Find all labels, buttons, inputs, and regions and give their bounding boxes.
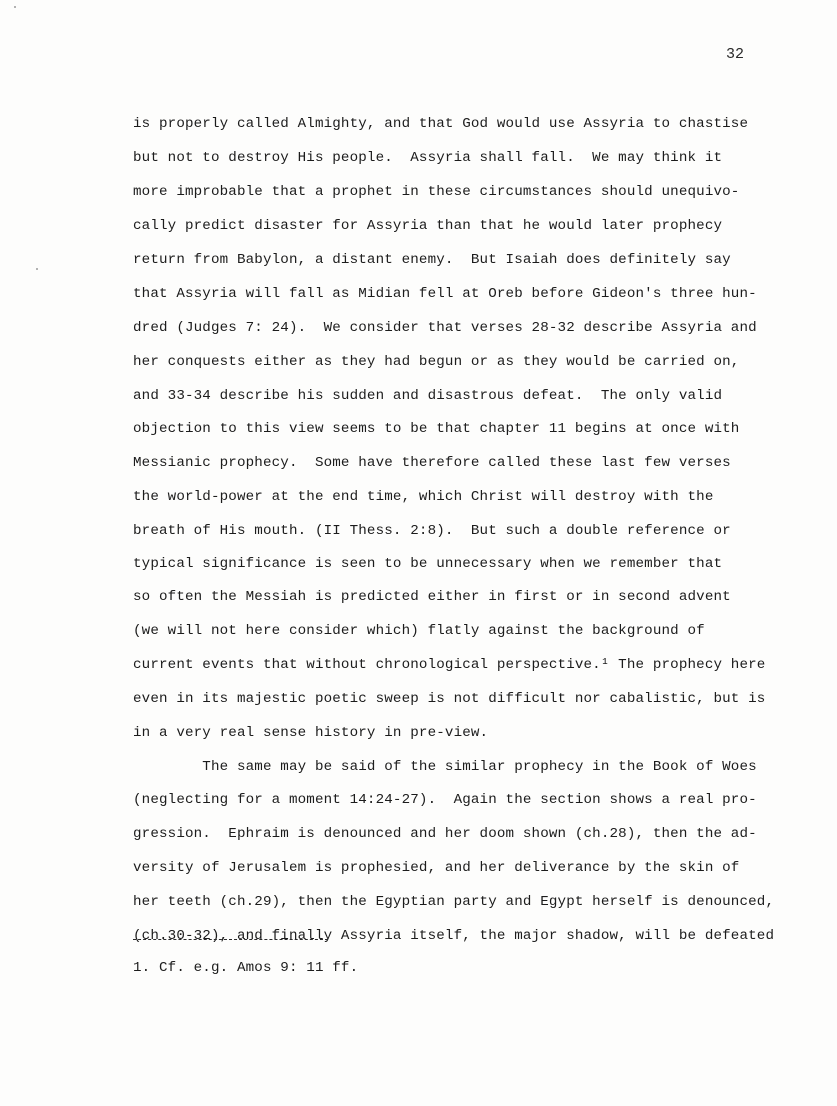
text-line: is properly called Almighty, and that God would use Assyria to chastise [133,116,749,132]
page-number: 32 [726,46,745,63]
text-line: more improbable that a prophet in these circumstances should unequivo- [133,184,740,200]
text-line: her teeth (ch.29), then the Egyptian party and Egypt herself is denounced, [133,894,775,910]
text-line: The same may be said of the similar prophecy in the Book of Woes [133,759,757,775]
text-line: that Assyria will fall as Midian fell at Oreb before Gideon's three hun- [133,286,757,302]
text-line: cally predict disaster for Assyria than that he would later prophecy [133,218,723,234]
paper-speck [14,6,16,8]
footnote-divider [133,939,328,940]
text-line: even in its majestic poetic sweep is not difficult nor cabalistic, but is [133,691,766,707]
text-line: in a very real sense history in pre-view. [133,725,489,741]
text-line: Messianic prophecy. Some have therefore called these last few verses [133,455,731,471]
text-line: typical significance is seen to be unnecessary when we remember that [133,556,723,572]
text-line: the world-power at the end time, which Christ will destroy with the [133,489,714,505]
text-line: but not to destroy His people. Assyria shall fall. We may think it [133,150,723,166]
paper-speck [36,268,38,270]
text-line: so often the Messiah is predicted either in first or in second advent [133,589,731,605]
text-line: return from Babylon, a distant enemy. But Isaiah does definitely say [133,252,731,268]
text-line: current events that without chronological perspective.¹ The prophecy here [133,657,766,673]
text-line: dred (Judges 7: 24). We consider that verses 28-32 describe Assyria and [133,320,757,336]
text-line: her conquests either as they had begun or as they would be carried on, [133,354,740,370]
text-line: (neglecting for a moment 14:24-27). Again the section shows a real pro- [133,792,757,808]
text-line: breath of His mouth. (II Thess. 2:8). But such a double reference or [133,523,731,539]
text-line: versity of Jerusalem is prophesied, and her deliverance by the skin of [133,860,740,876]
text-line: (we will not here consider which) flatly against the background of [133,623,705,639]
footnote: 1. Cf. e.g. Amos 9: 11 ff. [133,960,359,976]
text-line: gression. Ephraim is denounced and her doom shown (ch.28), then the ad- [133,826,757,842]
text-line: and 33-34 describe his sudden and disastrous defeat. The only valid [133,388,723,404]
text-line: objection to this view seems to be that chapter 11 begins at once with [133,421,740,437]
text-line: (ch.30-32), and finally Assyria itself, the major shadow, will be defeated [133,928,775,944]
